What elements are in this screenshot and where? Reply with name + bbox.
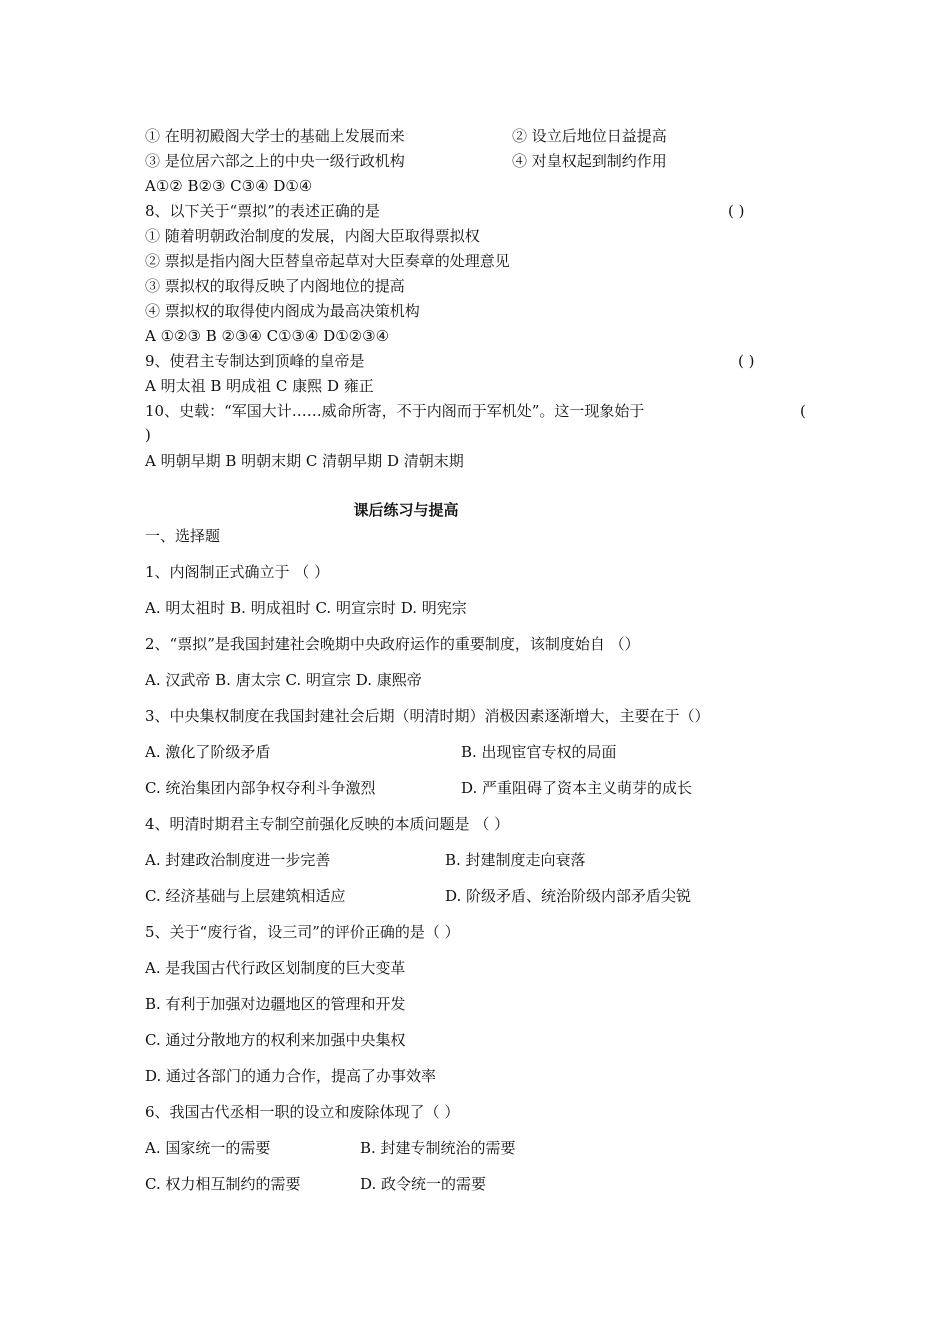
ex-q5-option-d: D. 通过各部门的通力合作，提高了办事效率	[145, 1067, 437, 1085]
q10-stem: 10、史载：“军国大计……威命所寄，不于内阁而于军机处”。这一现象始于	[145, 402, 645, 420]
ex-q3-row-1	[145, 741, 617, 763]
ex-q4-option-c: C. 经济基础与上层建筑相适应	[145, 887, 346, 905]
ex-q5-option-a: A. 是我国古代行政区划制度的巨大变革	[145, 959, 406, 977]
q9-stem: 9、使君主专制达到顶峰的皇帝是	[145, 352, 365, 370]
q7-option-2: ② 设立后地位日益提高	[512, 127, 667, 145]
ex-q3-option-d: D. 严重阻碍了资本主义萌芽的成长	[461, 779, 693, 797]
q7-option-1: ① 在明初殿阁大学士的基础上发展而来	[145, 127, 405, 145]
ex-q1-answers: A. 明太祖时 B. 明成祖时 C. 明宣宗时 D. 明宪宗	[145, 599, 467, 617]
ex-q6-option-a: A. 国家统一的需要	[145, 1139, 271, 1157]
q8-answer-blank: ( )	[728, 202, 745, 220]
q7-option-row-2	[145, 150, 667, 172]
ex-q1-stem: 1、内阁制正式确立于 （ ）	[145, 563, 330, 581]
ex-q4-row-2	[145, 885, 692, 907]
q9-answers: A 明太祖 B 明成祖 C 康熙 D 雍正	[145, 377, 374, 395]
ex-q4-option-a: A. 封建政治制度进一步完善	[145, 851, 331, 869]
ex-q3-stem: 3、中央集权制度在我国封建社会后期（明清时期）消极因素逐渐增大，主要在于（）	[145, 707, 710, 725]
q8-stem: 8、以下关于“票拟”的表述正确的是	[145, 202, 380, 220]
ex-q2-answers: A. 汉武帝 B. 唐太宗 C. 明宣宗 D. 康熙帝	[145, 671, 422, 689]
ex-q4-row-1	[145, 849, 586, 871]
ex-q3-option-a: A. 激化了阶级矛盾	[145, 743, 271, 761]
q7-option-4: ④ 对皇权起到制约作用	[512, 152, 667, 170]
q8-answers: A ①②③ B ②③④ C①③④ D①②③④	[145, 327, 390, 345]
ex-q4-option-b: B. 封建制度走向衰落	[445, 851, 586, 869]
q8-statement-4: ④ 票拟权的取得使内阁成为最高决策机构	[145, 302, 420, 320]
q8-statement-2: ② 票拟是指内阁大臣替皇帝起草对大臣奏章的处理意见	[145, 252, 510, 270]
ex-q3-option-c: C. 统治集团内部争权夺利斗争激烈	[145, 779, 376, 797]
ex-q6-stem: 6、我国古代丞相一职的设立和废除体现了（ ）	[145, 1103, 460, 1121]
ex-q6-option-b: B. 封建专制统治的需要	[360, 1139, 516, 1157]
section-heading-choice: 一、选择题	[145, 527, 221, 545]
ex-q6-option-d: D. 政令统一的需要	[360, 1175, 487, 1193]
ex-q6-option-c: C. 权力相互制约的需要	[145, 1175, 301, 1193]
q8-statement-3: ③ 票拟权的取得反映了内阁地位的提高	[145, 277, 405, 295]
section-title: 课后练习与提高	[353, 501, 459, 519]
ex-q3-row-2	[145, 777, 693, 799]
q10-answers: A 明朝早期 B 明朝末期 C 清朝早期 D 清朝末期	[145, 452, 464, 470]
ex-q5-option-b: B. 有利于加强对边疆地区的管理和开发	[145, 995, 406, 1013]
ex-q4-option-d: D. 阶级矛盾、统治阶级内部矛盾尖锐	[445, 887, 692, 905]
ex-q6-row-1	[145, 1137, 516, 1159]
q7-answers: A①② B②③ C③④ D①④	[145, 177, 313, 195]
q10-paren-open: (	[800, 402, 806, 420]
ex-q2-stem: 2、“票拟”是我国封建社会晚期中央政府运作的重要制度，该制度始自 （）	[145, 635, 640, 653]
q7-option-row-1	[145, 125, 667, 147]
q10-paren-close: )	[145, 426, 151, 444]
q9-answer-blank: ( )	[738, 352, 755, 370]
q7-option-3: ③ 是位居六部之上的中央一级行政机构	[145, 152, 405, 170]
ex-q4-stem: 4、明清时期君主专制空前强化反映的本质问题是 （ ）	[145, 815, 510, 833]
ex-q5-stem: 5、关于“废行省，设三司”的评价正确的是（ ）	[145, 923, 460, 941]
ex-q6-row-2	[145, 1173, 487, 1195]
q8-statement-1: ① 随着明朝政治制度的发展，内阁大臣取得票拟权	[145, 227, 480, 245]
ex-q3-option-b: B. 出现宦官专权的局面	[461, 743, 617, 761]
ex-q5-option-c: C. 通过分散地方的权利来加强中央集权	[145, 1031, 406, 1049]
